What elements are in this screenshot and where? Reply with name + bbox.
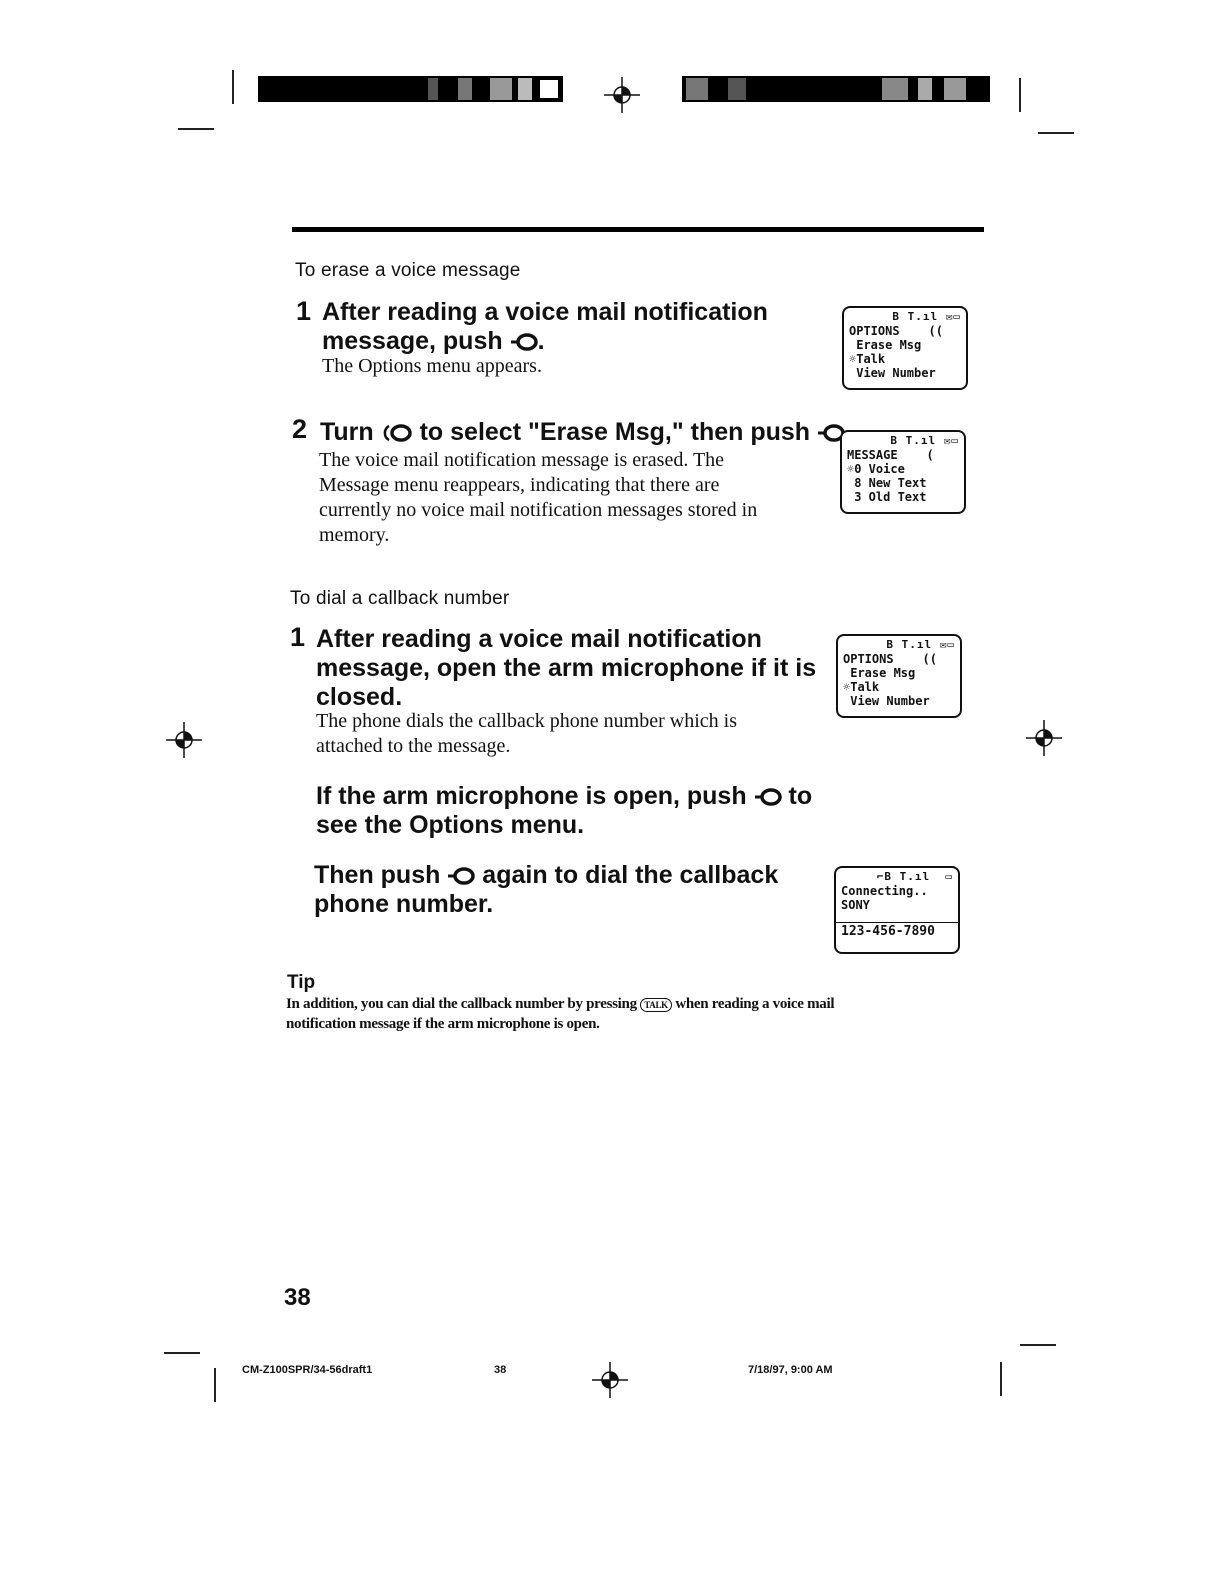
tip-text-part: when reading a voice mail (675, 996, 835, 1012)
crop-mark (214, 1368, 216, 1402)
step-body-line: attached to the message. (316, 735, 511, 757)
registration-mark-icon (1026, 720, 1062, 756)
step-heading-text: Turn (320, 418, 374, 446)
lcd-line: View Number (843, 694, 930, 708)
step-body-line: The voice mail notification message is erased. The (319, 449, 725, 471)
instruction-line: see the Options menu. (316, 811, 585, 839)
step-heading-line: message, open the arm microphone if it is (316, 654, 817, 682)
lcd-screen-connecting (834, 866, 960, 954)
tip-text (286, 994, 834, 1034)
talk-key-icon: TALK (640, 998, 672, 1012)
jog-push-icon (754, 787, 782, 807)
lcd-line: ☼Talk (843, 680, 880, 694)
lcd-line: Erase Msg (843, 666, 916, 680)
lcd-line: 8 New Text (847, 476, 927, 490)
step-heading-line: After reading a voice mail notification (322, 298, 768, 326)
step-heading (322, 298, 768, 356)
tip-label: Tip (287, 972, 316, 993)
crop-mark (232, 70, 234, 104)
instruction-line (314, 861, 778, 890)
instruction-text: Then push (314, 861, 441, 889)
lcd-line: ☼Talk (849, 352, 886, 366)
crop-mark (1020, 1344, 1056, 1346)
instruction-text: to (788, 782, 813, 810)
step-body-line: The phone dials the callback phone number which is (316, 710, 737, 732)
crop-mark (178, 128, 214, 130)
jog-turn-icon (381, 423, 413, 443)
lcd-line: ☼0 Voice (847, 462, 905, 476)
jog-push-icon (510, 332, 538, 352)
registration-mark-icon (592, 1362, 628, 1398)
tip-line (286, 994, 834, 1014)
lcd-screen-message (840, 430, 966, 514)
lcd-line: MESSAGE ( (847, 448, 934, 462)
lcd-status-line: ⌐B T.ıl ▭ (876, 870, 953, 883)
step-number: 1 (290, 622, 306, 652)
step-heading (316, 625, 816, 712)
section-title-callback: To dial a callback number (290, 588, 510, 609)
color-bar-right (682, 76, 990, 102)
step-body (316, 709, 737, 759)
step-heading-line: closed. (316, 683, 403, 711)
lcd-screen-options (836, 634, 962, 718)
step-body (319, 448, 757, 548)
step-heading-end: . (537, 327, 545, 355)
instruction-text: If the arm microphone is open, push (316, 782, 747, 810)
lcd-phone-number: 123-456-7890 (841, 924, 935, 939)
crop-mark (1000, 1362, 1002, 1396)
lcd-line: SONY (841, 898, 870, 912)
tip-line: notification message if the arm microphone is open. (286, 1016, 600, 1032)
lcd-line: View Number (849, 366, 936, 380)
crop-mark (1038, 132, 1074, 134)
step-body: The Options menu appears. (322, 355, 542, 377)
lcd-line: Erase Msg (849, 338, 922, 352)
crop-mark (1019, 78, 1021, 112)
step-heading (320, 418, 852, 447)
instruction-line (316, 782, 812, 811)
lcd-line: OPTIONS (( (843, 652, 937, 666)
step-body-line: memory. (319, 524, 390, 546)
step-body-line: Message menu reappears, indicating that there are (319, 474, 720, 496)
step-heading-line: After reading a voice mail notification (316, 625, 762, 653)
footer-datetime: 7/18/97, 9:00 AM (748, 1364, 833, 1376)
page-number: 38 (284, 1284, 311, 1311)
step-heading-text: message, push (322, 327, 503, 355)
instruction-text: again to dial the callback (482, 861, 779, 889)
crop-mark (164, 1352, 200, 1354)
section-rule (292, 227, 984, 232)
color-bar-left (258, 76, 563, 102)
instruction-dial (314, 861, 778, 919)
registration-mark-icon (166, 722, 202, 758)
step-body-line: currently no voice mail notification messages stored in (319, 499, 758, 521)
step-number: 2 (292, 414, 308, 444)
step-heading-line (322, 327, 768, 356)
lcd-status-line: B T.ıl ✉▭ (890, 434, 959, 447)
lcd-status-line: B T.ıl ✉▭ (892, 310, 961, 323)
lcd-line: Connecting.. (841, 884, 928, 898)
jog-push-icon (447, 866, 475, 886)
footer-page: 38 (494, 1364, 507, 1376)
lcd-line: 3 Old Text (847, 490, 927, 504)
instruction-line: phone number. (314, 890, 494, 918)
lcd-screen-options (842, 306, 968, 390)
instruction-open-mic (316, 782, 812, 840)
tip-text-part: In addition, you can dial the callback number by pressing (286, 996, 637, 1012)
lcd-line: OPTIONS (( (849, 324, 943, 338)
section-title-erase: To erase a voice message (295, 260, 521, 281)
step-heading-text: to select "Erase Msg," then push (419, 418, 811, 446)
step-number: 1 (296, 296, 312, 326)
footer-file: CM-Z100SPR/34-56draft1 (242, 1364, 373, 1376)
lcd-status-line: B T.ıl ✉▭ (886, 638, 955, 651)
registration-mark-icon (604, 77, 640, 113)
